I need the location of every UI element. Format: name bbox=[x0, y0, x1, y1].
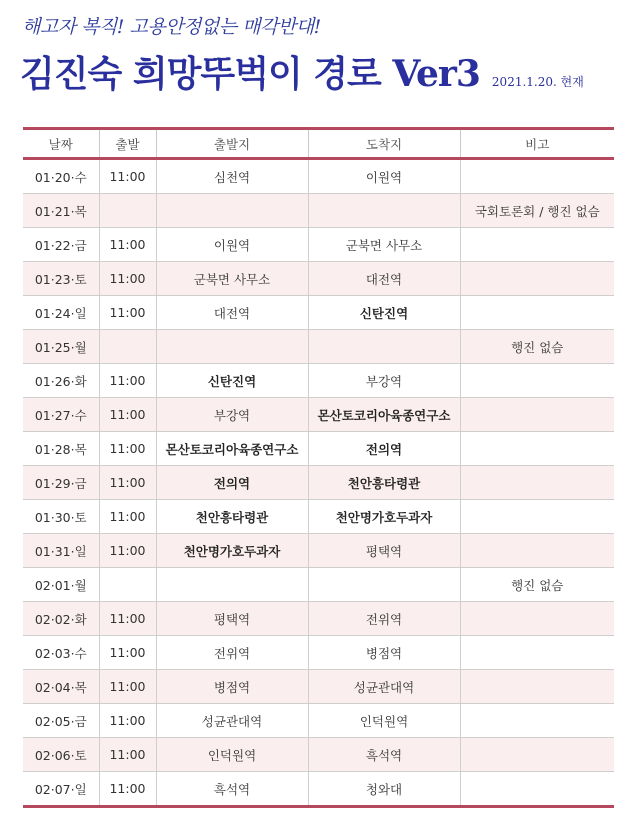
cell-note bbox=[460, 636, 614, 670]
table-row bbox=[23, 500, 614, 534]
cell-note bbox=[460, 159, 614, 194]
cell-note: 국회토론회 / 행진 없슴 bbox=[460, 194, 614, 228]
header-note: 비고 bbox=[460, 129, 614, 159]
cell-from: 성균관대역 bbox=[156, 704, 308, 738]
cell-to bbox=[308, 568, 460, 602]
cell-time: 11:00 bbox=[99, 670, 156, 704]
table-row bbox=[23, 670, 614, 704]
cell-from: 신탄진역 bbox=[156, 364, 308, 398]
cell-note bbox=[460, 432, 614, 466]
cell-date: 01·20·수 bbox=[23, 159, 99, 194]
table-row bbox=[23, 364, 614, 398]
cell-note bbox=[460, 398, 614, 432]
cell-note bbox=[460, 500, 614, 534]
cell-date: 01·29·금 bbox=[23, 466, 99, 500]
title-row bbox=[20, 52, 620, 96]
cell-date: 01·31·일 bbox=[23, 534, 99, 568]
cell-time bbox=[99, 194, 156, 228]
table-row bbox=[23, 738, 614, 772]
cell-to: 인덕원역 bbox=[308, 704, 460, 738]
cell-date: 01·30·토 bbox=[23, 500, 99, 534]
cell-to: 흑석역 bbox=[308, 738, 460, 772]
table-row bbox=[23, 534, 614, 568]
cell-date: 01·24·일 bbox=[23, 296, 99, 330]
cell-from bbox=[156, 194, 308, 228]
cell-from: 군북면 사무소 bbox=[156, 262, 308, 296]
table-row bbox=[23, 262, 614, 296]
cell-from: 전의역 bbox=[156, 466, 308, 500]
cell-from: 이원역 bbox=[156, 228, 308, 262]
cell-note bbox=[460, 466, 614, 500]
table-row bbox=[23, 636, 614, 670]
table-row bbox=[23, 159, 614, 194]
table-row bbox=[23, 194, 614, 228]
cell-time: 11:00 bbox=[99, 364, 156, 398]
table-row bbox=[23, 432, 614, 466]
table-row bbox=[23, 296, 614, 330]
table-row bbox=[23, 330, 614, 364]
cell-from bbox=[156, 330, 308, 364]
cell-to bbox=[308, 330, 460, 364]
cell-to: 전의역 bbox=[308, 432, 460, 466]
cell-note bbox=[460, 296, 614, 330]
table-row bbox=[23, 772, 614, 807]
cell-from: 천안명가호두과자 bbox=[156, 534, 308, 568]
cell-note bbox=[460, 738, 614, 772]
cell-date: 01·28·목 bbox=[23, 432, 99, 466]
header-time: 출발 bbox=[99, 129, 156, 159]
cell-to: 평택역 bbox=[308, 534, 460, 568]
cell-time: 11:00 bbox=[99, 772, 156, 807]
cell-to: 천안명가호두과자 bbox=[308, 500, 460, 534]
cell-time: 11:00 bbox=[99, 500, 156, 534]
date-note: 2021.1.20. 현재 bbox=[491, 75, 584, 89]
cell-note: 행진 없슴 bbox=[460, 568, 614, 602]
cell-to: 군북면 사무소 bbox=[308, 228, 460, 262]
header-from: 출발지 bbox=[156, 129, 308, 159]
cell-time: 11:00 bbox=[99, 228, 156, 262]
table-body bbox=[23, 159, 614, 807]
cell-from: 몬산토코리아육종연구소 bbox=[156, 432, 308, 466]
cell-time: 11:00 bbox=[99, 432, 156, 466]
cell-to: 부강역 bbox=[308, 364, 460, 398]
cell-time bbox=[99, 568, 156, 602]
header-row bbox=[23, 129, 614, 159]
cell-date: 01·27·수 bbox=[23, 398, 99, 432]
table-row bbox=[23, 568, 614, 602]
cell-from: 대전역 bbox=[156, 296, 308, 330]
cell-time: 11:00 bbox=[99, 159, 156, 194]
cell-date: 01·25·월 bbox=[23, 330, 99, 364]
cell-date: 02·04·목 bbox=[23, 670, 99, 704]
cell-date: 01·21·목 bbox=[23, 194, 99, 228]
cell-to: 이원역 bbox=[308, 159, 460, 194]
cell-from: 인덕원역 bbox=[156, 738, 308, 772]
cell-note bbox=[460, 262, 614, 296]
cell-note: 행진 없슴 bbox=[460, 330, 614, 364]
cell-from: 심천역 bbox=[156, 159, 308, 194]
cell-from: 병점역 bbox=[156, 670, 308, 704]
cell-date: 01·22·금 bbox=[23, 228, 99, 262]
page-title: 김진숙 희망뚜벅이 경로 Ver3 bbox=[20, 53, 480, 95]
cell-from: 부강역 bbox=[156, 398, 308, 432]
cell-to: 성균관대역 bbox=[308, 670, 460, 704]
table-row bbox=[23, 704, 614, 738]
header-to: 도착지 bbox=[308, 129, 460, 159]
cell-date: 02·07·일 bbox=[23, 772, 99, 807]
cell-from: 평택역 bbox=[156, 602, 308, 636]
slogan: 해고자 복직! 고용안정없는 매각반대! bbox=[22, 16, 321, 38]
cell-time: 11:00 bbox=[99, 738, 156, 772]
cell-to bbox=[308, 194, 460, 228]
cell-to: 천안흥타령관 bbox=[308, 466, 460, 500]
cell-to: 청와대 bbox=[308, 772, 460, 807]
cell-date: 02·01·월 bbox=[23, 568, 99, 602]
cell-from bbox=[156, 568, 308, 602]
cell-time: 11:00 bbox=[99, 636, 156, 670]
cell-date: 02·03·수 bbox=[23, 636, 99, 670]
cell-note bbox=[460, 772, 614, 807]
cell-to: 전위역 bbox=[308, 602, 460, 636]
cell-note bbox=[460, 364, 614, 398]
cell-to: 병점역 bbox=[308, 636, 460, 670]
cell-date: 02·02·화 bbox=[23, 602, 99, 636]
cell-time bbox=[99, 330, 156, 364]
cell-date: 02·05·금 bbox=[23, 704, 99, 738]
cell-date: 02·06·토 bbox=[23, 738, 99, 772]
cell-note bbox=[460, 670, 614, 704]
cell-to: 몬산토코리아육종연구소 bbox=[308, 398, 460, 432]
cell-to: 신탄진역 bbox=[308, 296, 460, 330]
table-row bbox=[23, 602, 614, 636]
header-date: 날짜 bbox=[23, 129, 99, 159]
cell-from: 천안흥타령관 bbox=[156, 500, 308, 534]
table-row bbox=[23, 398, 614, 432]
cell-time: 11:00 bbox=[99, 602, 156, 636]
cell-note bbox=[460, 602, 614, 636]
table-row bbox=[23, 466, 614, 500]
cell-time: 11:00 bbox=[99, 262, 156, 296]
cell-time: 11:00 bbox=[99, 398, 156, 432]
cell-time: 11:00 bbox=[99, 704, 156, 738]
cell-from: 흑석역 bbox=[156, 772, 308, 807]
cell-from: 전위역 bbox=[156, 636, 308, 670]
cell-date: 01·23·토 bbox=[23, 262, 99, 296]
cell-note bbox=[460, 228, 614, 262]
table-row bbox=[23, 228, 614, 262]
cell-note bbox=[460, 704, 614, 738]
cell-to: 대전역 bbox=[308, 262, 460, 296]
cell-date: 01·26·화 bbox=[23, 364, 99, 398]
cell-time: 11:00 bbox=[99, 534, 156, 568]
schedule-table bbox=[23, 127, 614, 808]
cell-note bbox=[460, 534, 614, 568]
cell-time: 11:00 bbox=[99, 296, 156, 330]
cell-time: 11:00 bbox=[99, 466, 156, 500]
